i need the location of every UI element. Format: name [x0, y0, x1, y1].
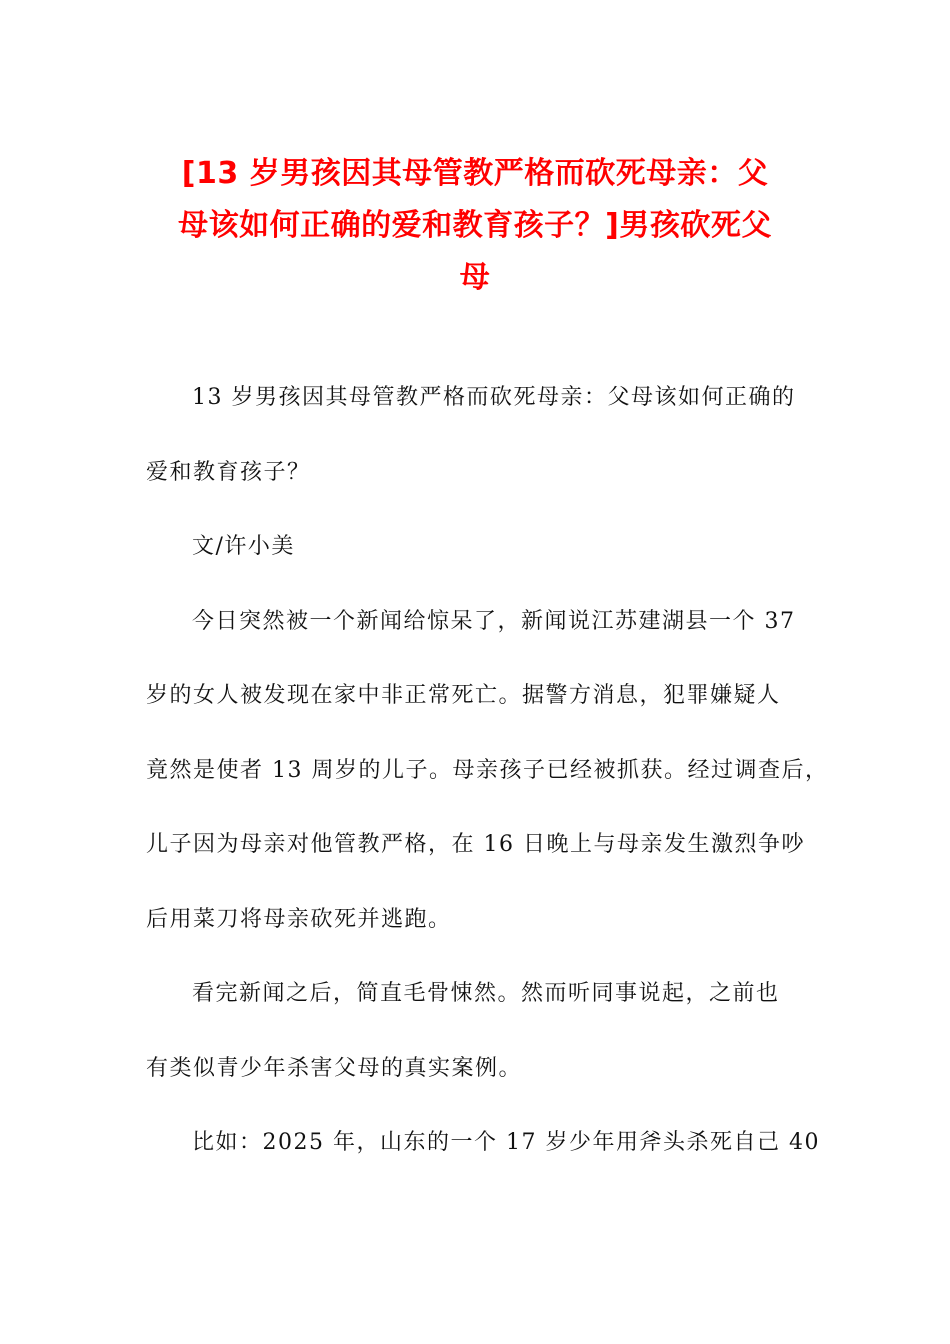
text-line: 竟然是使者 13 周岁的儿子。母亲孩子已经被抓获。经过调查后，	[146, 757, 829, 783]
document-title	[140, 148, 810, 304]
text-line: 后用菜刀将母亲砍死并逃跑。	[146, 906, 452, 932]
title-line-2: 母该如何正确的爱和教育孩子？]男孩砍死父	[178, 208, 772, 243]
text-line: 13 岁男孩因其母管教严格而砍死母亲：父母该如何正确的	[192, 385, 796, 410]
text-line: 看完新闻之后，简直毛骨悚然。然而听同事说起，之前也	[192, 981, 780, 1006]
text-line: 岁的女人被发现在家中非正常死亡。据警方消息，犯罪嫌疑人	[146, 683, 781, 708]
author-byline: 文/许小美	[192, 534, 295, 559]
paragraph-subtitle	[146, 372, 818, 521]
paragraph-news	[146, 596, 829, 969]
text-line: 儿子因为母亲对他管教严格，在 16 日晚上与母亲发生激烈争吵	[146, 832, 805, 857]
paragraph-example	[146, 1117, 818, 1192]
text-line: 比如：2025 年，山东的一个 17 岁少年用斧头杀死自己 40	[192, 1130, 820, 1155]
text-line: 爱和教育孩子？	[146, 459, 311, 485]
paragraph-author	[146, 521, 818, 596]
title-line-1: [13 岁男孩因其母管教严格而砍死母亲：父	[181, 156, 769, 191]
paragraph-reaction	[146, 968, 818, 1117]
text-line: 今日突然被一个新闻给惊呆了，新闻说江苏建湖县一个 37	[192, 608, 796, 634]
title-line-3: 母	[459, 260, 491, 295]
text-line: 有类似青少年杀害父母的真实案例。	[146, 1055, 523, 1081]
document-body	[146, 372, 829, 1192]
